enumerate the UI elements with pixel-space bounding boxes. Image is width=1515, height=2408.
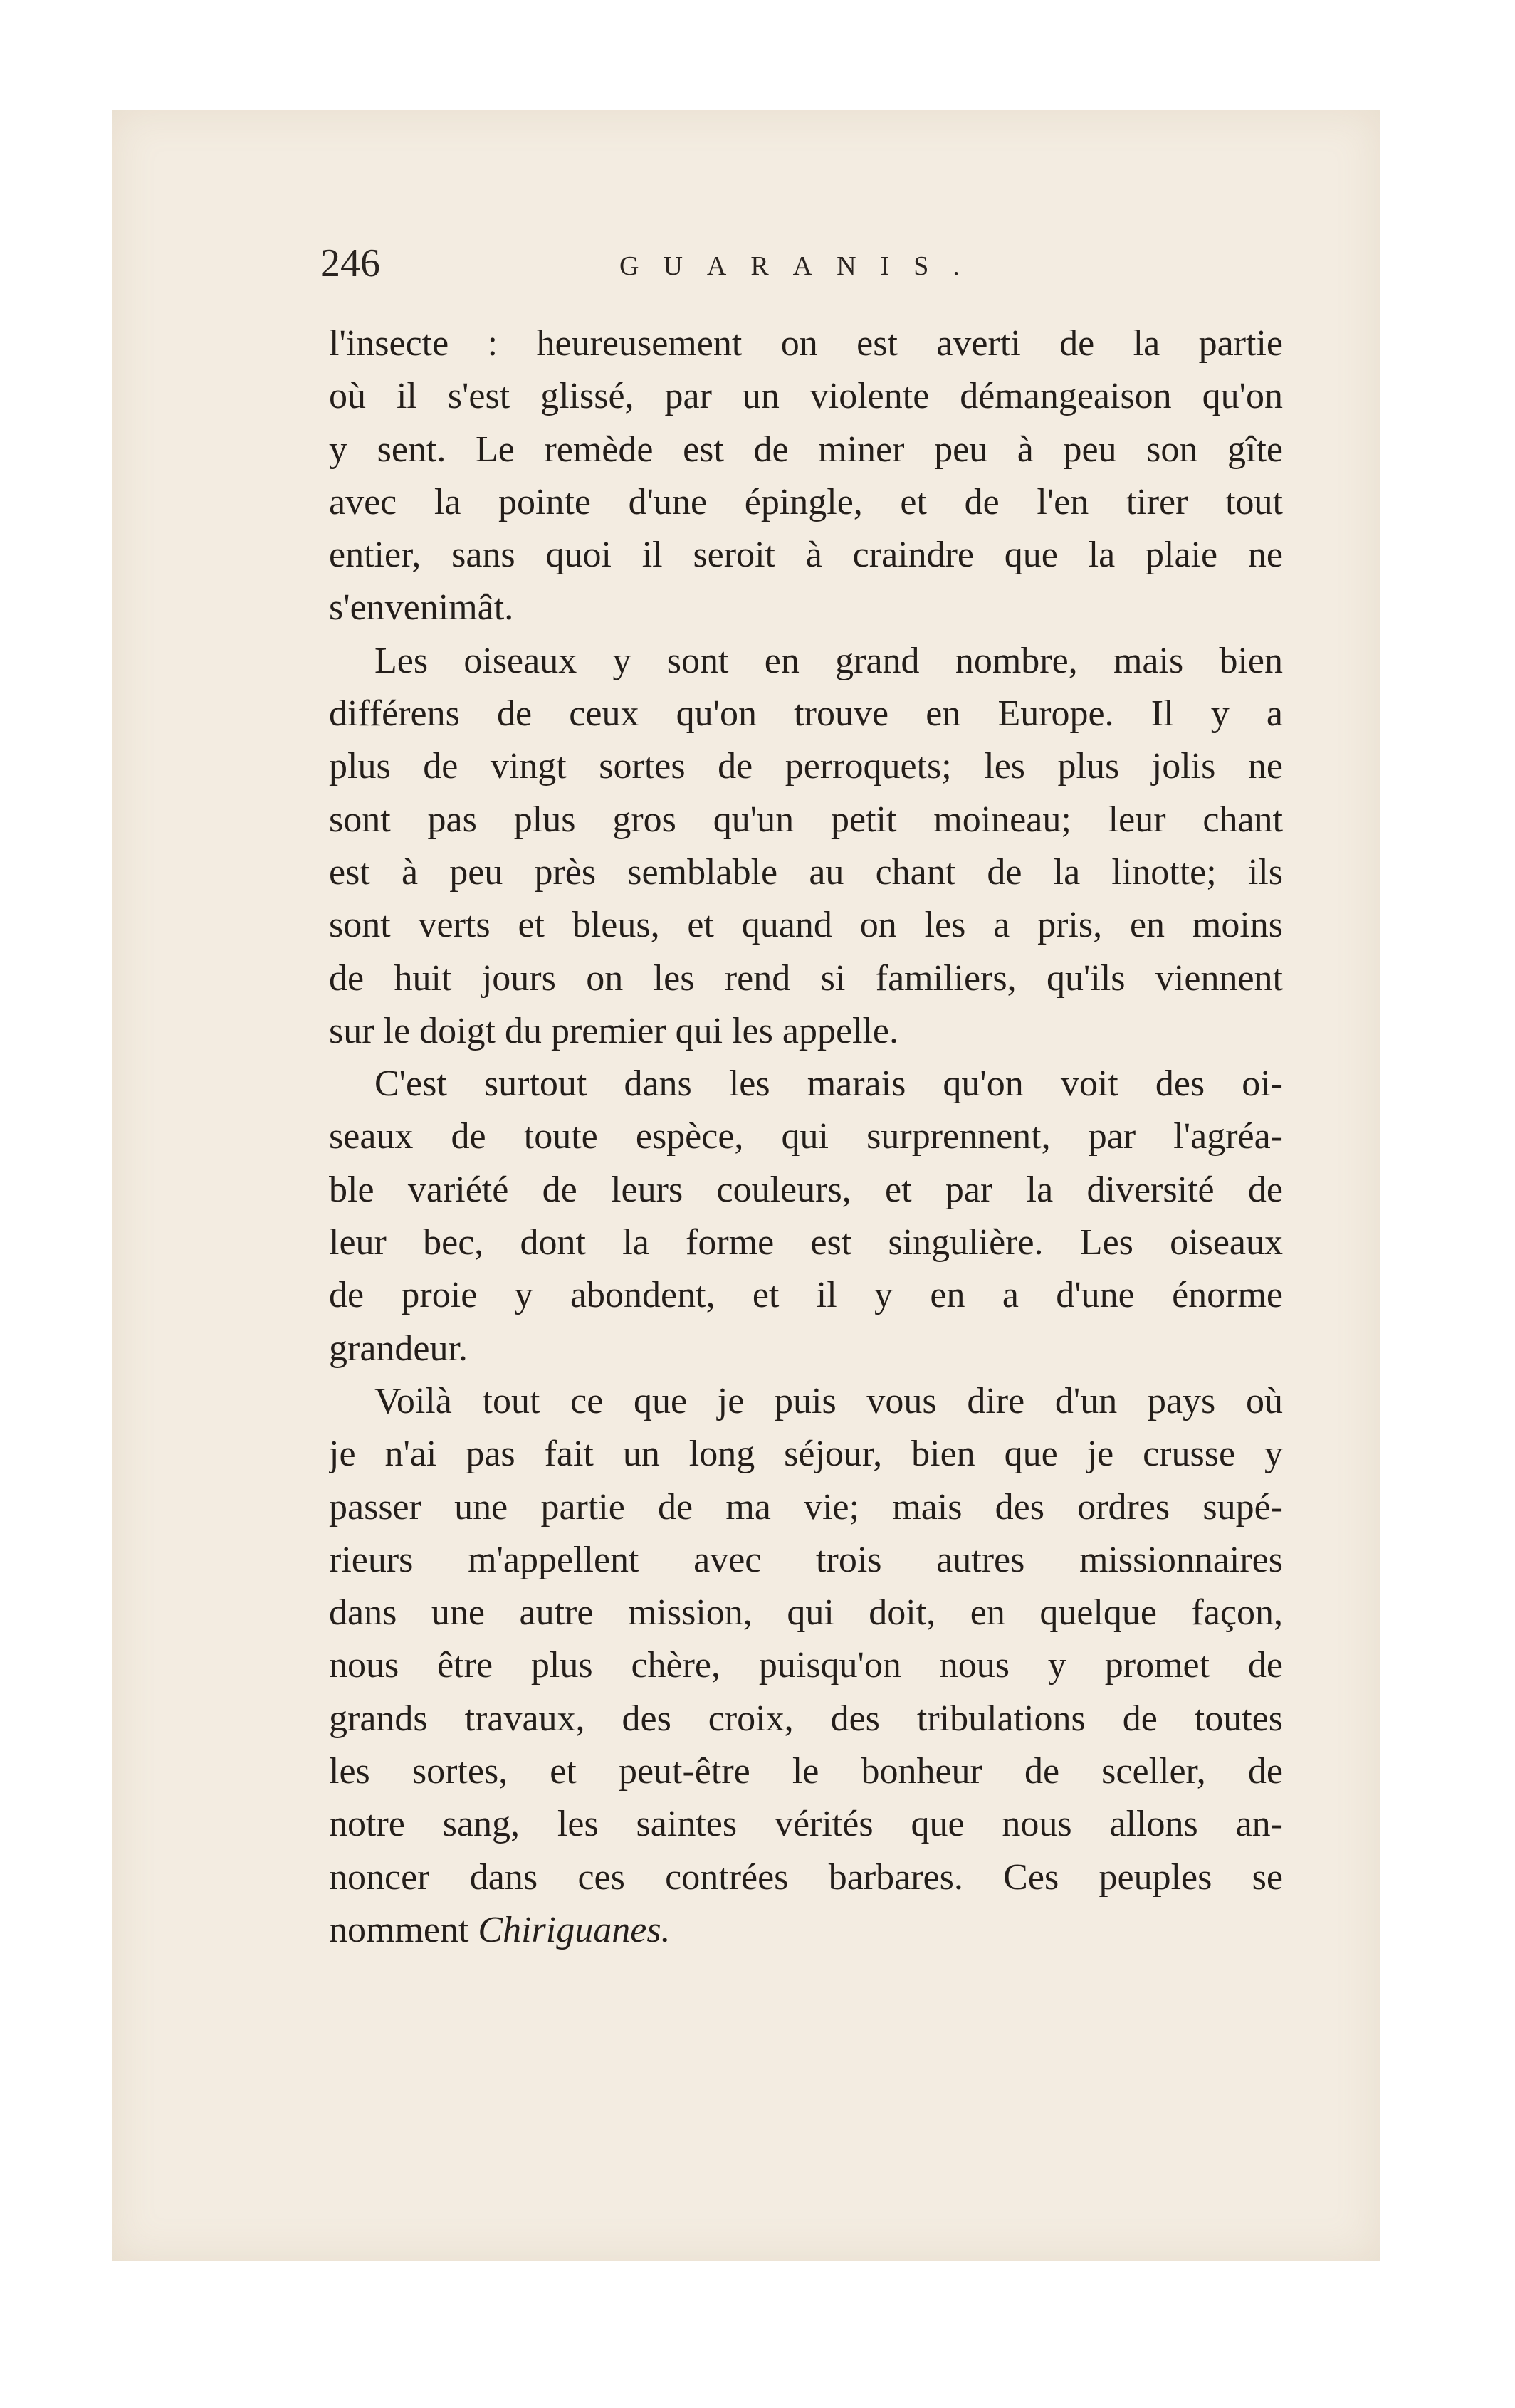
text-line: notre sang, les saintes vérités que nous allons an- [329, 1804, 1283, 1845]
text-line: grands travaux, des croix, des tribulations de toutes [329, 1698, 1283, 1739]
body-text [329, 317, 1283, 1957]
text-line: Voilà tout ce que je puis vous dire d'un pays où [374, 1380, 1283, 1421]
tribe-name: Chiriguanes. [478, 1909, 671, 1950]
text-line: plus de vingt sortes de perroquets; les plus jolis ne [329, 746, 1283, 787]
text-line: grandeur. [329, 1327, 468, 1369]
text-line: ble variété de leurs couleurs, et par la diversité de [329, 1169, 1283, 1210]
text-line: les sortes, et peut-être le bonheur de sceller, de [329, 1751, 1283, 1792]
text-line: passer une partie de ma vie; mais des ordres supé- [329, 1486, 1283, 1528]
text-line: Les oiseaux y sont en grand nombre, mais bien [374, 640, 1283, 681]
text-line: nous être plus chère, puisqu'on nous y promet de [329, 1645, 1283, 1686]
text-line: est à peu près semblable au chant de la linotte; ils [329, 851, 1283, 893]
page-header [214, 241, 1296, 298]
text-line: sont pas plus gros qu'un petit moineau; leur chant [329, 799, 1283, 840]
running-head: GUARANIS. [619, 251, 984, 281]
text-line: où il s'est glissé, par un violente démangeaison qu'on [329, 376, 1283, 417]
text-line: rieurs m'appellent avec trois autres missionnaires [329, 1539, 1283, 1580]
text-line: l'insecte : heureusement on est averti de la partie [329, 323, 1283, 364]
text-line-final [329, 1904, 1283, 1957]
text-line: noncer dans ces contrées barbares. Ces peuples se [329, 1856, 1283, 1898]
final-line-text: nomment [329, 1909, 478, 1950]
text-line: avec la pointe d'une épingle, et de l'en tirer tout [329, 481, 1283, 522]
text-line: différens de ceux qu'on trouve en Europe. Il y a [329, 693, 1283, 735]
text-line: C'est surtout dans les marais qu'on voit des oi- [374, 1063, 1283, 1105]
text-line: sur le doigt du premier qui les appelle. [329, 1010, 899, 1051]
text-line: leur bec, dont la forme est singulière. Les oiseaux [329, 1222, 1283, 1263]
text-line: entier, sans quoi il seroit à craindre que la plaie ne [329, 535, 1283, 576]
text-line: dans une autre mission, qui doit, en quelque façon, [329, 1592, 1283, 1634]
page-number: 246 [320, 241, 380, 285]
text-line: de proie y abondent, et il y en a d'une énorme [329, 1275, 1283, 1316]
text-line: seaux de toute espèce, qui surprennent, par l'agréa- [329, 1116, 1283, 1157]
text-line: s'envenimât. [329, 587, 514, 629]
text-line: sont verts et bleus, et quand on les a pris, en moins [329, 905, 1283, 946]
text-line: je n'ai pas fait un long séjour, bien que je crusse y [329, 1434, 1283, 1475]
text-line: de huit jours on les rend si familiers, qu'ils viennent [329, 957, 1283, 999]
text-line: y sent. Le remède est de miner peu à peu son gîte [329, 429, 1283, 470]
